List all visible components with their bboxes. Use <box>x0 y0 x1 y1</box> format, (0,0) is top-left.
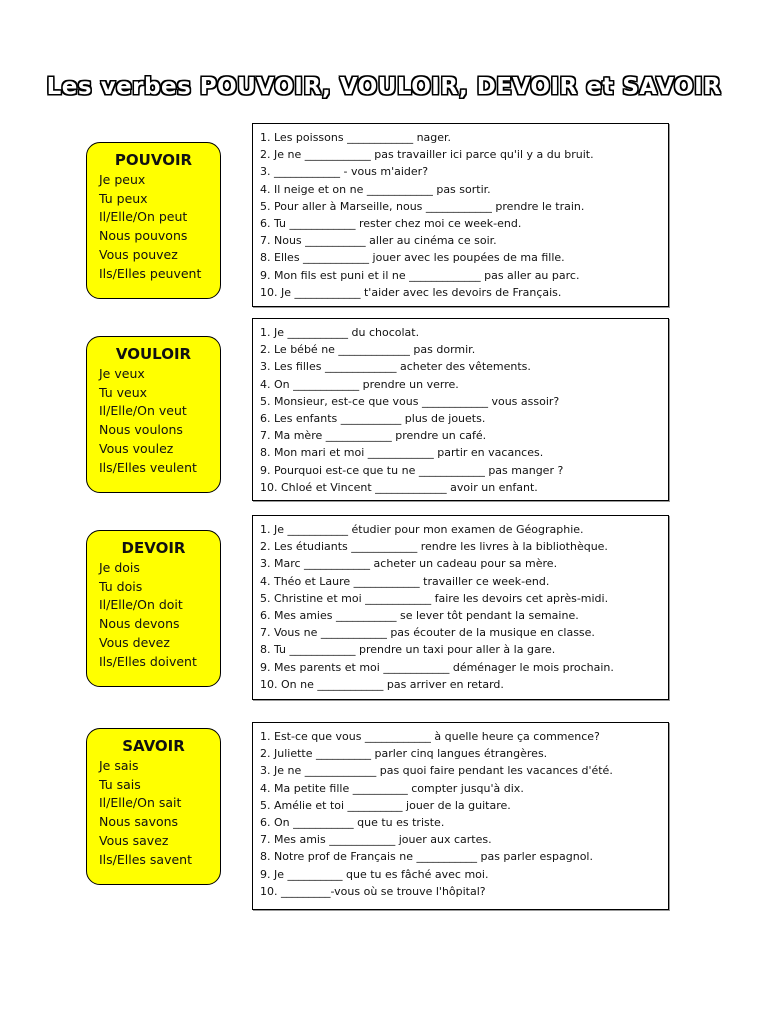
conjugation-line: Je veux <box>99 366 145 381</box>
exercise-line: 9. Pourquoi est-ce que tu ne ____________ pas manger ? <box>260 463 564 477</box>
exercise-line: 3. Les filles _____________ acheter des vêtements. <box>260 360 531 374</box>
conjugation-line: Il/Elle/On sait <box>99 795 182 811</box>
card-title: POUVOIR <box>114 151 193 169</box>
exercise-line: 8. Notre prof de Français ne ___________ pas parler espagnol. <box>260 850 593 864</box>
conjugation-line: Vous pouvez <box>99 246 178 262</box>
exercise-line: 8. Elles ____________ jouer avec les poupées de ma fille. <box>260 251 565 265</box>
conjugation-line: Vous voulez <box>99 440 174 456</box>
exercise-line: 8. Tu ____________ prendre un taxi pour aller à la gare. <box>260 643 556 657</box>
conjugation-line: Ils/Elles doivent <box>99 653 197 669</box>
exercise-line: 3. Marc ____________ acheter un cadeau pour sa mère. <box>260 557 558 571</box>
exercise-line: 9. Mes parents et moi ____________ déménager le mois prochain. <box>260 660 614 674</box>
conjugation-line: Nous voulons <box>99 422 183 438</box>
exercise-line: 5. Monsieur, est-ce que vous ____________ vous assoir? <box>260 394 560 408</box>
conjugation-line: Vous devez <box>99 634 170 650</box>
exercise-line: 4. On ____________ prendre un verre. <box>260 377 459 391</box>
conjugation-line: Ils/Elles savent <box>99 851 192 867</box>
exercise-line: 7. Nous ___________ aller au cinéma ce soir. <box>260 234 497 248</box>
exercise-line: 6. Les enfants ___________ plus de jouets. <box>260 412 486 426</box>
exercise-box-vouloir <box>252 318 669 501</box>
exercise-line: 1. Est-ce que vous ____________ à quelle heure ça commence? <box>260 730 600 743</box>
exercise-box-devoir <box>252 515 669 700</box>
exercise-line: 1. Je ___________ du chocolat. <box>260 326 420 339</box>
exercise-line: 10. _________-vous où se trouve l'hôpital? <box>260 884 486 898</box>
exercise-line: 2. Le bébé ne _____________ pas dormir. <box>260 343 476 357</box>
exercise-line: 5. Amélie et toi __________ jouer de la guitare. <box>260 798 511 812</box>
exercise-line: 1. Je ___________ étudier pour mon examen de Géographie. <box>260 523 584 536</box>
conjugation-line: Nous devons <box>99 616 180 632</box>
conjugation-line: Il/Elle/On peut <box>99 209 188 225</box>
exercise-line: 4. Théo et Laure ____________ travailler ce week-end. <box>260 574 550 588</box>
exercise-line: 4. Il neige et on ne ____________ pas sortir. <box>260 182 491 196</box>
conjugation-line: Tu dois <box>99 578 143 594</box>
card-title: VOULOIR <box>115 345 192 363</box>
conjugation-card-pouvoir <box>86 142 221 299</box>
conjugation-card-devoir <box>86 530 221 687</box>
exercise-line: 6. Mes amies ___________ se lever tôt pendant la semaine. <box>260 609 579 623</box>
conjugation-line: Tu sais <box>99 776 141 792</box>
exercise-box-pouvoir <box>252 123 669 307</box>
conjugation-card-savoir <box>86 728 221 885</box>
conjugation-line: Nous pouvons <box>99 228 188 244</box>
conjugation-line: Je sais <box>99 758 139 773</box>
card-title: SAVOIR <box>122 737 185 755</box>
conjugation-line: Il/Elle/On veut <box>99 403 187 419</box>
conjugation-line: Vous savez <box>99 832 169 848</box>
exercise-line: 2. Juliette __________ parler cinq langues étrangères. <box>260 747 548 761</box>
exercise-line: 10. Je ____________ t'aider avec les devoirs de Français. <box>260 285 562 299</box>
exercise-line: 9. Mon fils est puni et il ne _____________ pas aller au parc. <box>260 268 580 282</box>
conjugation-line: Tu veux <box>99 384 148 400</box>
exercise-line: 7. Vous ne ____________ pas écouter de la musique en classe. <box>260 626 595 640</box>
card-title: DEVOIR <box>121 539 186 557</box>
exercise-line: 3. ____________ - vous m'aider? <box>260 165 429 179</box>
conjugation-line: Ils/Elles peuvent <box>99 265 202 281</box>
exercise-line: 4. Ma petite fille __________ compter jusqu'à dix. <box>260 781 524 795</box>
conjugation-card-vouloir <box>86 336 221 493</box>
exercise-box-savoir <box>252 722 669 910</box>
conjugation-line: Il/Elle/On doit <box>99 597 183 613</box>
exercise-line: 1. Les poissons ____________ nager. <box>260 131 452 144</box>
exercise-line: 2. Je ne ____________ pas travailler ici parce qu'il y a du bruit. <box>260 148 594 162</box>
conjugation-line: Je dois <box>99 560 140 575</box>
exercise-line: 3. Je ne _____________ pas quoi faire pendant les vacances d'été. <box>260 764 613 778</box>
exercise-line: 6. On ___________ que tu es triste. <box>260 816 445 830</box>
exercise-line: 2. Les étudiants ____________ rendre les livres à la bibliothèque. <box>260 540 608 554</box>
exercise-line: 6. Tu ____________ rester chez moi ce week-end. <box>260 217 522 231</box>
exercise-line: 10. On ne ____________ pas arriver en retard. <box>260 677 504 691</box>
exercise-line: 10. Chloé et Vincent _____________ avoir un enfant. <box>260 480 538 494</box>
exercise-line: 5. Christine et moi ____________ faire les devoirs cet après-midi. <box>260 591 609 605</box>
conjugation-line: Tu peux <box>99 190 148 206</box>
conjugation-line: Nous savons <box>99 814 179 830</box>
exercise-line: 9. Je __________ que tu es fâché avec moi. <box>260 867 489 881</box>
exercise-line: 7. Ma mère ____________ prendre un café. <box>260 429 487 443</box>
conjugation-line: Je peux <box>99 172 146 187</box>
worksheet-title: Les verbes POUVOIR, VOULOIR, DEVOIR et SAVOIR <box>46 74 722 100</box>
exercise-line: 7. Mes amis ____________ jouer aux cartes. <box>260 833 492 847</box>
conjugation-line: Ils/Elles veulent <box>99 459 197 475</box>
exercise-line: 8. Mon mari et moi ____________ partir en vacances. <box>260 446 544 460</box>
exercise-line: 5. Pour aller à Marseille, nous ____________ prendre le train. <box>260 199 585 213</box>
